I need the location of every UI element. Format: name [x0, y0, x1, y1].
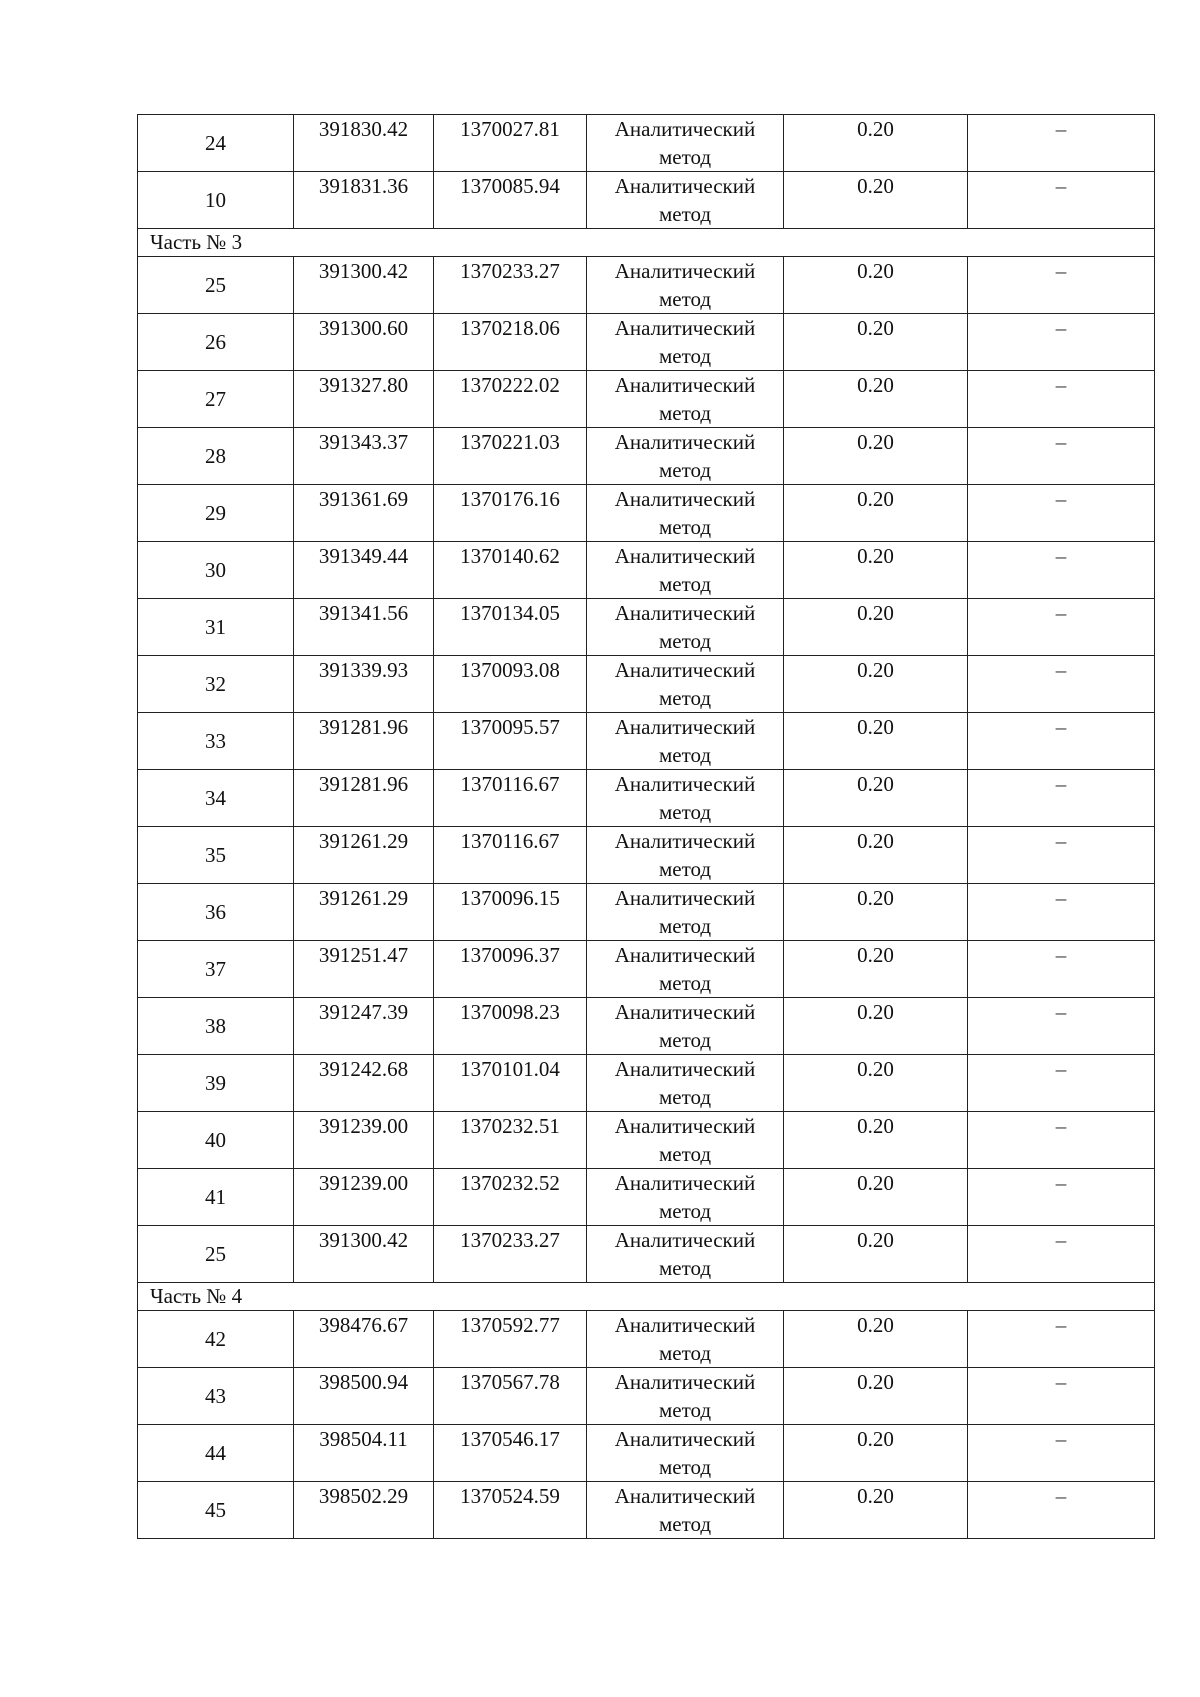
method-line-2: метод — [658, 914, 712, 938]
precision-cell: 0.20 — [784, 1425, 968, 1482]
point-number-cell: 42 — [138, 1311, 294, 1368]
note-cell — [968, 314, 1155, 371]
note-dash: – — [1055, 886, 1067, 910]
method-line-1: Аналитический — [614, 487, 756, 511]
y-coordinate-cell: 1370567.78 — [434, 1368, 587, 1425]
point-number-cell: 25 — [138, 1226, 294, 1283]
note-dash: – — [1055, 316, 1067, 340]
note-cell — [968, 172, 1155, 229]
precision-cell: 0.20 — [784, 371, 968, 428]
point-number-cell: 28 — [138, 428, 294, 485]
method-cell — [587, 713, 784, 770]
note-cell — [968, 1482, 1155, 1539]
note-dash: – — [1055, 658, 1067, 682]
method-line-1: Аналитический — [614, 316, 756, 340]
method-line-2: метод — [658, 1512, 712, 1536]
table-row — [138, 1311, 1155, 1368]
method-line-2: метод — [658, 1028, 712, 1052]
note-dash: – — [1055, 117, 1067, 141]
section-label: Часть № 3 — [138, 229, 1155, 257]
method-line-2: метод — [658, 1398, 712, 1422]
method-cell — [587, 827, 784, 884]
method-cell — [587, 1311, 784, 1368]
note-cell — [968, 998, 1155, 1055]
method-line-1: Аналитический — [614, 601, 756, 625]
method-line-1: Аналитический — [614, 1114, 756, 1138]
x-coordinate-cell: 391831.36 — [294, 172, 434, 229]
method-line-2: метод — [658, 401, 712, 425]
note-cell — [968, 1311, 1155, 1368]
method-line-2: метод — [658, 857, 712, 881]
method-line-2: метод — [658, 800, 712, 824]
method-cell — [587, 1055, 784, 1112]
point-number-cell: 25 — [138, 257, 294, 314]
method-line-2: метод — [658, 686, 712, 710]
y-coordinate-cell: 1370101.04 — [434, 1055, 587, 1112]
table-row — [138, 770, 1155, 827]
method-cell — [587, 1169, 784, 1226]
method-line-1: Аналитический — [614, 117, 756, 141]
method-line-1: Аналитический — [614, 1000, 756, 1024]
x-coordinate-cell: 391261.29 — [294, 884, 434, 941]
note-dash: – — [1055, 601, 1067, 625]
method-cell — [587, 1368, 784, 1425]
x-coordinate-cell: 391343.37 — [294, 428, 434, 485]
method-line-1: Аналитический — [614, 943, 756, 967]
x-coordinate-cell: 391247.39 — [294, 998, 434, 1055]
table-row — [138, 1482, 1155, 1539]
table-row — [138, 1112, 1155, 1169]
table-body — [138, 115, 1155, 1539]
precision-cell: 0.20 — [784, 542, 968, 599]
y-coordinate-cell: 1370546.17 — [434, 1425, 587, 1482]
method-line-2: метод — [658, 629, 712, 653]
note-cell — [968, 1169, 1155, 1226]
y-coordinate-cell: 1370134.05 — [434, 599, 587, 656]
x-coordinate-cell: 391341.56 — [294, 599, 434, 656]
method-line-1: Аналитический — [614, 1171, 756, 1195]
note-cell — [968, 485, 1155, 542]
x-coordinate-cell: 391281.96 — [294, 770, 434, 827]
note-cell — [968, 371, 1155, 428]
x-coordinate-cell: 391239.00 — [294, 1169, 434, 1226]
x-coordinate-cell: 398502.29 — [294, 1482, 434, 1539]
table-row — [138, 656, 1155, 713]
method-cell — [587, 428, 784, 485]
x-coordinate-cell: 391281.96 — [294, 713, 434, 770]
point-number-cell: 29 — [138, 485, 294, 542]
method-line-1: Аналитический — [614, 430, 756, 454]
precision-cell: 0.20 — [784, 1368, 968, 1425]
precision-cell: 0.20 — [784, 1226, 968, 1283]
point-number-cell: 24 — [138, 115, 294, 172]
precision-cell: 0.20 — [784, 827, 968, 884]
x-coordinate-cell: 391349.44 — [294, 542, 434, 599]
point-number-cell: 38 — [138, 998, 294, 1055]
table-row — [138, 428, 1155, 485]
method-cell — [587, 172, 784, 229]
table-row — [138, 599, 1155, 656]
precision-cell: 0.20 — [784, 998, 968, 1055]
note-dash: – — [1055, 1114, 1067, 1138]
method-line-1: Аналитический — [614, 1313, 756, 1337]
x-coordinate-cell: 391242.68 — [294, 1055, 434, 1112]
method-line-2: метод — [658, 1455, 712, 1479]
precision-cell: 0.20 — [784, 770, 968, 827]
precision-cell: 0.20 — [784, 884, 968, 941]
point-number-cell: 31 — [138, 599, 294, 656]
method-line-1: Аналитический — [614, 658, 756, 682]
method-cell — [587, 1112, 784, 1169]
method-cell — [587, 941, 784, 998]
precision-cell: 0.20 — [784, 656, 968, 713]
x-coordinate-cell: 391239.00 — [294, 1112, 434, 1169]
method-line-1: Аналитический — [614, 1427, 756, 1451]
note-cell — [968, 656, 1155, 713]
note-dash: – — [1055, 1228, 1067, 1252]
method-cell — [587, 1226, 784, 1283]
coordinates-table — [137, 114, 1155, 1539]
precision-cell: 0.20 — [784, 428, 968, 485]
method-line-2: метод — [658, 458, 712, 482]
y-coordinate-cell: 1370232.51 — [434, 1112, 587, 1169]
method-cell — [587, 257, 784, 314]
section-label: Часть № 4 — [138, 1283, 1155, 1311]
precision-cell: 0.20 — [784, 1482, 968, 1539]
method-cell — [587, 1425, 784, 1482]
note-cell — [968, 599, 1155, 656]
method-cell — [587, 770, 784, 827]
method-line-2: метод — [658, 344, 712, 368]
method-line-1: Аналитический — [614, 174, 756, 198]
y-coordinate-cell: 1370176.16 — [434, 485, 587, 542]
note-cell — [968, 1112, 1155, 1169]
table-row — [138, 941, 1155, 998]
note-dash: – — [1055, 373, 1067, 397]
note-cell — [968, 1425, 1155, 1482]
table-row — [138, 827, 1155, 884]
note-dash: – — [1055, 772, 1067, 796]
y-coordinate-cell: 1370592.77 — [434, 1311, 587, 1368]
note-cell — [968, 428, 1155, 485]
method-line-1: Аналитический — [614, 886, 756, 910]
precision-cell: 0.20 — [784, 941, 968, 998]
point-number-cell: 34 — [138, 770, 294, 827]
note-dash: – — [1055, 715, 1067, 739]
table-row — [138, 998, 1155, 1055]
point-number-cell: 30 — [138, 542, 294, 599]
point-number-cell: 10 — [138, 172, 294, 229]
note-dash: – — [1055, 943, 1067, 967]
method-line-1: Аналитический — [614, 259, 756, 283]
note-dash: – — [1055, 174, 1067, 198]
x-coordinate-cell: 391261.29 — [294, 827, 434, 884]
point-number-cell: 43 — [138, 1368, 294, 1425]
x-coordinate-cell: 398504.11 — [294, 1425, 434, 1482]
y-coordinate-cell: 1370524.59 — [434, 1482, 587, 1539]
y-coordinate-cell: 1370232.52 — [434, 1169, 587, 1226]
note-cell — [968, 884, 1155, 941]
point-number-cell: 41 — [138, 1169, 294, 1226]
method-line-2: метод — [658, 287, 712, 311]
y-coordinate-cell: 1370027.81 — [434, 115, 587, 172]
section-header-row — [138, 229, 1155, 257]
point-number-cell: 45 — [138, 1482, 294, 1539]
point-number-cell: 40 — [138, 1112, 294, 1169]
method-line-2: метод — [658, 1341, 712, 1365]
note-dash: – — [1055, 1171, 1067, 1195]
table-row — [138, 172, 1155, 229]
precision-cell: 0.20 — [784, 314, 968, 371]
method-line-1: Аналитический — [614, 373, 756, 397]
note-cell — [968, 257, 1155, 314]
y-coordinate-cell: 1370233.27 — [434, 1226, 587, 1283]
table-row — [138, 1169, 1155, 1226]
method-cell — [587, 998, 784, 1055]
method-cell — [587, 884, 784, 941]
precision-cell: 0.20 — [784, 713, 968, 770]
y-coordinate-cell: 1370233.27 — [434, 257, 587, 314]
y-coordinate-cell: 1370093.08 — [434, 656, 587, 713]
method-cell — [587, 1482, 784, 1539]
method-line-1: Аналитический — [614, 1057, 756, 1081]
method-line-2: метод — [658, 572, 712, 596]
y-coordinate-cell: 1370096.15 — [434, 884, 587, 941]
note-cell — [968, 770, 1155, 827]
table-row — [138, 371, 1155, 428]
point-number-cell: 32 — [138, 656, 294, 713]
x-coordinate-cell: 391300.42 — [294, 1226, 434, 1283]
precision-cell: 0.20 — [784, 172, 968, 229]
table-row — [138, 1055, 1155, 1112]
note-dash: – — [1055, 829, 1067, 853]
note-dash: – — [1055, 1427, 1067, 1451]
method-line-1: Аналитический — [614, 1484, 756, 1508]
method-cell — [587, 371, 784, 428]
y-coordinate-cell: 1370222.02 — [434, 371, 587, 428]
note-cell — [968, 542, 1155, 599]
method-line-2: метод — [658, 1199, 712, 1223]
method-line-2: метод — [658, 202, 712, 226]
table-row — [138, 713, 1155, 770]
table-row — [138, 1425, 1155, 1482]
y-coordinate-cell: 1370098.23 — [434, 998, 587, 1055]
method-cell — [587, 115, 784, 172]
point-number-cell: 33 — [138, 713, 294, 770]
x-coordinate-cell: 391830.42 — [294, 115, 434, 172]
y-coordinate-cell: 1370095.57 — [434, 713, 587, 770]
table-row — [138, 115, 1155, 172]
note-cell — [968, 1055, 1155, 1112]
method-cell — [587, 656, 784, 713]
table-row — [138, 884, 1155, 941]
section-header-row — [138, 1283, 1155, 1311]
method-line-2: метод — [658, 743, 712, 767]
method-line-1: Аналитический — [614, 715, 756, 739]
x-coordinate-cell: 391300.60 — [294, 314, 434, 371]
point-number-cell: 26 — [138, 314, 294, 371]
precision-cell: 0.20 — [784, 1112, 968, 1169]
method-cell — [587, 542, 784, 599]
method-line-1: Аналитический — [614, 1228, 756, 1252]
y-coordinate-cell: 1370218.06 — [434, 314, 587, 371]
x-coordinate-cell: 398500.94 — [294, 1368, 434, 1425]
precision-cell: 0.20 — [784, 1169, 968, 1226]
method-line-2: метод — [658, 1256, 712, 1280]
method-line-2: метод — [658, 971, 712, 995]
table-row — [138, 1226, 1155, 1283]
method-line-2: метод — [658, 515, 712, 539]
y-coordinate-cell: 1370116.67 — [434, 827, 587, 884]
x-coordinate-cell: 391339.93 — [294, 656, 434, 713]
table-row — [138, 314, 1155, 371]
note-cell — [968, 115, 1155, 172]
table-row — [138, 542, 1155, 599]
method-line-1: Аналитический — [614, 829, 756, 853]
method-cell — [587, 314, 784, 371]
x-coordinate-cell: 398476.67 — [294, 1311, 434, 1368]
x-coordinate-cell: 391300.42 — [294, 257, 434, 314]
x-coordinate-cell: 391361.69 — [294, 485, 434, 542]
table-row — [138, 257, 1155, 314]
y-coordinate-cell: 1370085.94 — [434, 172, 587, 229]
note-cell — [968, 1368, 1155, 1425]
y-coordinate-cell: 1370096.37 — [434, 941, 587, 998]
y-coordinate-cell: 1370116.67 — [434, 770, 587, 827]
precision-cell: 0.20 — [784, 1311, 968, 1368]
table-row — [138, 485, 1155, 542]
precision-cell: 0.20 — [784, 115, 968, 172]
y-coordinate-cell: 1370221.03 — [434, 428, 587, 485]
note-dash: – — [1055, 1057, 1067, 1081]
precision-cell: 0.20 — [784, 599, 968, 656]
precision-cell: 0.20 — [784, 257, 968, 314]
method-cell — [587, 485, 784, 542]
method-line-2: метод — [658, 1085, 712, 1109]
note-dash: – — [1055, 259, 1067, 283]
note-dash: – — [1055, 1484, 1067, 1508]
note-cell — [968, 713, 1155, 770]
method-line-2: метод — [658, 145, 712, 169]
note-cell — [968, 1226, 1155, 1283]
x-coordinate-cell: 391327.80 — [294, 371, 434, 428]
note-dash: – — [1055, 1313, 1067, 1337]
precision-cell: 0.20 — [784, 1055, 968, 1112]
note-cell — [968, 941, 1155, 998]
point-number-cell: 36 — [138, 884, 294, 941]
note-dash: – — [1055, 487, 1067, 511]
table-row — [138, 1368, 1155, 1425]
note-dash: – — [1055, 430, 1067, 454]
method-line-2: метод — [658, 1142, 712, 1166]
y-coordinate-cell: 1370140.62 — [434, 542, 587, 599]
note-dash: – — [1055, 544, 1067, 568]
x-coordinate-cell: 391251.47 — [294, 941, 434, 998]
method-line-1: Аналитический — [614, 544, 756, 568]
note-dash: – — [1055, 1370, 1067, 1394]
method-cell — [587, 599, 784, 656]
method-line-1: Аналитический — [614, 772, 756, 796]
method-line-1: Аналитический — [614, 1370, 756, 1394]
point-number-cell: 35 — [138, 827, 294, 884]
point-number-cell: 39 — [138, 1055, 294, 1112]
point-number-cell: 27 — [138, 371, 294, 428]
precision-cell: 0.20 — [784, 485, 968, 542]
point-number-cell: 37 — [138, 941, 294, 998]
note-cell — [968, 827, 1155, 884]
point-number-cell: 44 — [138, 1425, 294, 1482]
note-dash: – — [1055, 1000, 1067, 1024]
